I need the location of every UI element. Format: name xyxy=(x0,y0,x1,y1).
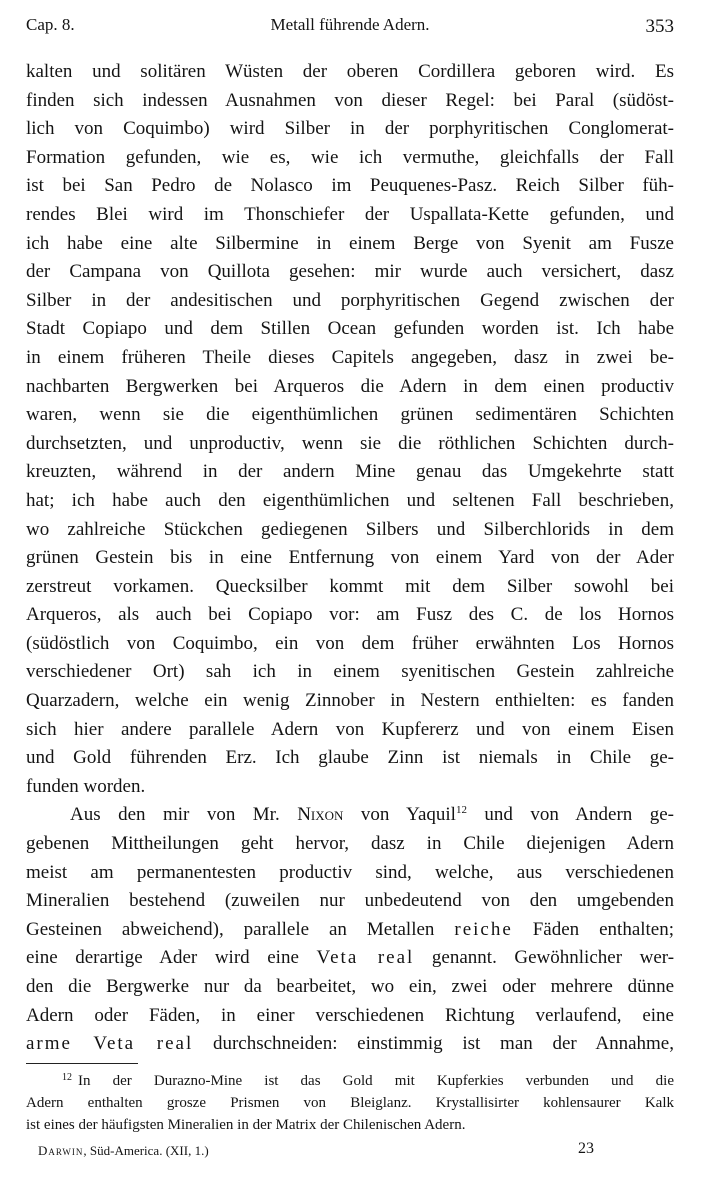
text-line: grünen Gestein bis in eine Entfernung von einem Yard von der Ader xyxy=(26,547,674,569)
text-line: finden sich indessen Ausnahmen von dieser Regel: bei Paral (südöst- xyxy=(26,89,674,111)
text-line: Arqueros, als auch bei Copiapo vor: am Fusz des C. de los Hornos xyxy=(26,604,674,626)
footnote-divider xyxy=(26,1063,138,1064)
text-line: sich hier andere parallele Adern von Kupfererz und von einem Eisen xyxy=(26,718,674,740)
text-line: Silber in der andesitischen und porphyritischen Gegend zwischen der xyxy=(26,289,674,311)
text-line: kalten und solitären Wüsten der oberen Cordillera geboren wird. Es xyxy=(26,61,674,82)
signature-line: Darwin, Süd-America. (XII, 1.) xyxy=(38,1143,209,1158)
text-line: in einem früheren Theile dieses Capitels angegeben, dasz in zwei be- xyxy=(26,346,674,368)
paragraph-1 xyxy=(26,58,674,801)
text-line: verschiedener Ort) sah ich in einem syenitischen Gestein zahlreiche xyxy=(26,661,674,683)
text-line: waren, wenn sie die eigenthümlichen grünen sedimentären Schichten xyxy=(26,404,674,426)
text-line: Stadt Copiapo und dem Stillen Ocean gefunden worden ist. Ich habe xyxy=(26,318,674,340)
emphasized-term: arme Veta real xyxy=(26,1033,194,1055)
person-name: Nixon xyxy=(297,804,344,826)
text-line: Gesteinen abweichend), parallele an Metallen reiche Fäden enthalten; xyxy=(26,918,674,940)
text-line: (südöstlich von Coquimbo, ein von dem früher erwähnten Los Hornos xyxy=(26,632,674,654)
text-line: gebenen Mittheilungen geht hervor, dasz in Chile diejenigen Adern xyxy=(26,833,674,855)
text-line: wo zahlreiche Stückchen gediegenen Silbers und Silberchlorids in dem xyxy=(26,518,674,540)
text-line: eine derartige Ader wird eine Veta real genannt. Gewöhnlicher wer- xyxy=(26,947,674,969)
text-line: und Gold führenden Erz. Ich glaube Zinn ist niemals in Chile ge- xyxy=(26,747,674,769)
main-text xyxy=(26,58,674,1059)
text-line: Aus den mir von Mr. Nixon von Yaquil$^{12}$ und von Andern ge- xyxy=(70,804,674,826)
text-line: zerstreut vorkamen. Quecksilber kommt mit dem Silber sowohl bei xyxy=(26,575,674,597)
sheet-number: 23 xyxy=(578,1140,594,1157)
text-line: nachbarten Bergwerken bei Arqueros die Adern in dem einen productiv xyxy=(26,375,674,397)
footnote-line: Adern enthalten grosze Prismen von Bleiglanz. Krystallisirter kohlensaurer Kalk xyxy=(26,1095,674,1111)
paragraph-2 xyxy=(26,801,674,1058)
text-line: Adern oder Fäden, in einer verschiedenen Richtung verlaufend, eine xyxy=(26,1004,674,1026)
text-line: Mineralien bestehend (zuweilen nur unbedeutend von den umgebenden xyxy=(26,890,674,912)
footnote xyxy=(26,1070,674,1136)
running-header xyxy=(26,10,674,40)
text-line: ich habe eine alte Silbermine in einem Berge von Syenit am Fusze xyxy=(26,232,674,254)
text-line: hat; ich habe auch den eigenthümlichen und seltenen Fall beschrieben, xyxy=(26,489,674,511)
text-line: kreuzten, während in der andern Mine genau das Umgekehrte statt xyxy=(26,461,674,483)
text-line: den die Bergwerke nur da bearbeitet, wo ein, zwei oder mehrere dünne xyxy=(26,976,674,997)
footnote-reference: 12 xyxy=(455,804,467,817)
text-line: der Campana von Quillota gesehen: mir wurde auch versichert, dasz xyxy=(26,261,674,283)
text-line: arme Veta real durchschneiden: einstimmig ist man der Annahme, xyxy=(26,1033,674,1055)
text-line: meist am permanentesten productiv sind, welche, aus verschiedenen xyxy=(26,861,674,883)
author-name: Darwin xyxy=(38,1143,84,1158)
text-line: rendes Blei wird im Thonschiefer der Uspallata-Kette gefunden, und xyxy=(26,203,674,225)
page-number: 353 xyxy=(645,16,674,37)
footnote-marker: 12 xyxy=(62,1072,72,1083)
footnote-line: ist eines der häufigsten Mineralien in der Matrix der Chilenischen Adern. xyxy=(26,1117,466,1133)
emphasized-word: reiche xyxy=(454,918,513,940)
emphasized-term: Veta real xyxy=(316,947,415,969)
chapter-label: Cap. 8. xyxy=(26,15,75,34)
text-line: durchsetzten, und unproductiv, wenn sie die röthlichen Schichten durch- xyxy=(26,432,674,454)
running-title: Metall führende Adern. xyxy=(270,15,430,34)
text-line: ist bei San Pedro de Nolasco im Peuquenes-Pasz. Reich Silber füh- xyxy=(26,175,674,197)
text-line: Quarzadern, welche ein wenig Zinnober in Nestern enthielten: es fanden xyxy=(26,690,674,712)
text-line: funden worden. xyxy=(26,775,146,797)
text-line: lich von Coquimbo) wird Silber in der porphyritischen Conglomerat- xyxy=(26,118,674,140)
footnote-line: $^{12}$ In der Durazno-Mine ist das Gold mit Kupferkies verbunden und die xyxy=(62,1072,674,1089)
book-page xyxy=(26,10,674,1190)
text-line: Formation gefunden, wie es, wie ich vermuthe, gleichfalls der Fall xyxy=(26,146,674,168)
